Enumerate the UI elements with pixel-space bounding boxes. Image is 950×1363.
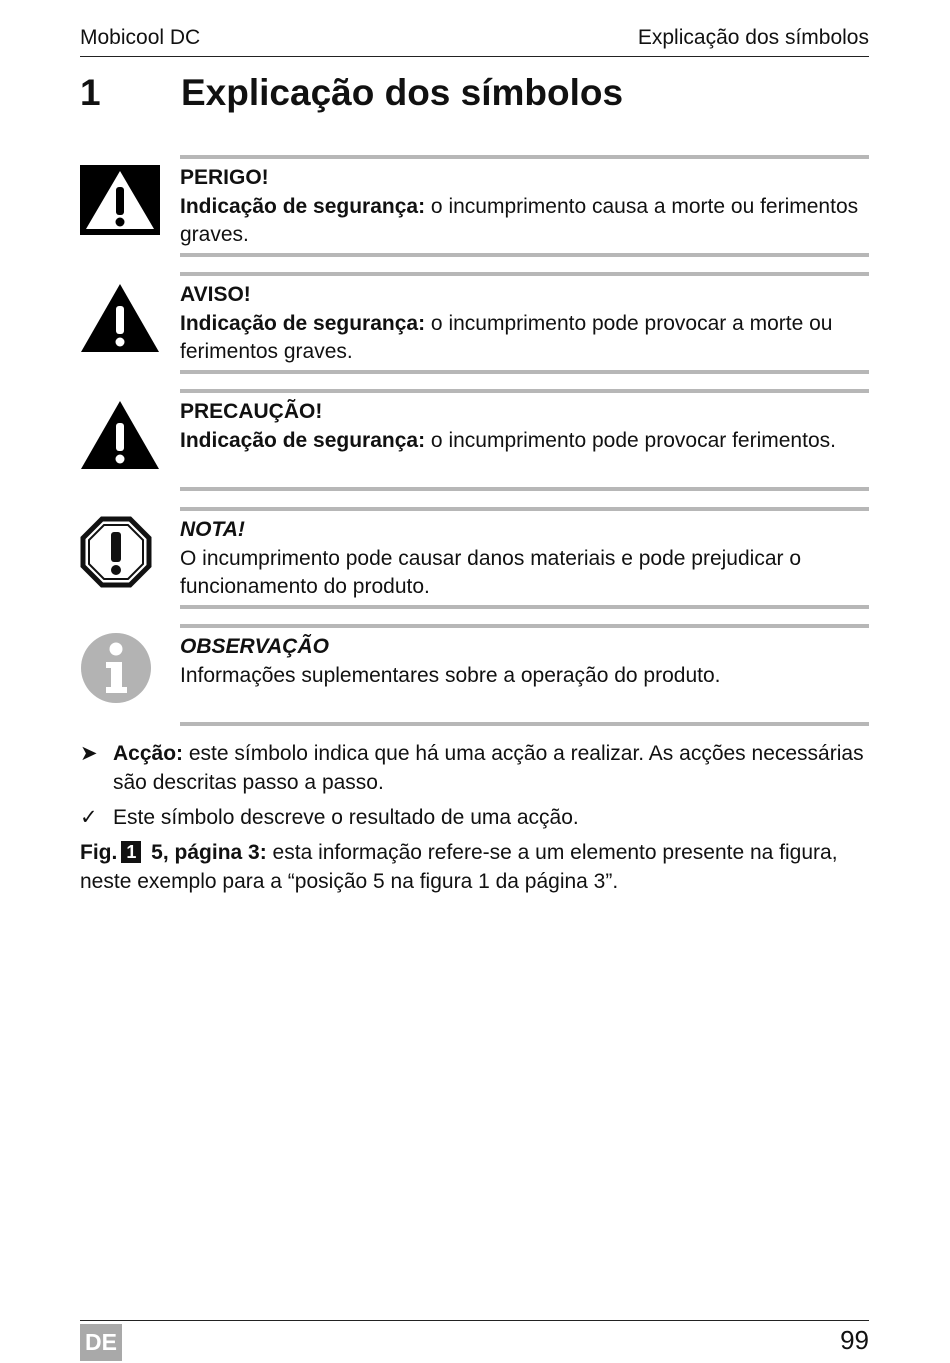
action-paragraph	[80, 740, 869, 797]
warning-description: o incumprimento pode provocar a morte ou ferimentos graves.	[180, 311, 833, 363]
danger-description: o incumprimento causa a morte ou ferimentos graves.	[180, 194, 859, 246]
page-number: 99	[840, 1325, 869, 1355]
chapter-title: Explicação dos símbolos	[181, 72, 624, 113]
chapter-number: 1	[80, 72, 101, 113]
note-description: O incumprimento pode causar danos materiais e pode prejudicar o funcionamento do produto.	[180, 546, 802, 598]
caution-prefix: Indicação de segurança:	[180, 428, 426, 452]
check-icon: ✓	[80, 806, 98, 829]
caution-block	[80, 389, 869, 491]
caution-triangle-icon	[80, 399, 160, 476]
figure-reference-paragraph	[80, 839, 869, 896]
page-header	[80, 26, 869, 57]
warning-text	[180, 272, 869, 374]
note-text	[180, 507, 869, 609]
header-product: Mobicool DC	[80, 26, 201, 49]
figure-number-box: 1	[121, 841, 141, 863]
page-footer	[80, 1320, 869, 1363]
danger-label: PERIGO!	[180, 166, 269, 189]
caution-label: PRECAUÇÃO!	[180, 400, 323, 423]
action-label: Acção:	[113, 742, 184, 765]
warning-triangle-icon	[80, 282, 160, 359]
danger-warning-icon	[80, 165, 160, 240]
note-block	[80, 507, 869, 609]
note-label: NOTA!	[180, 518, 245, 541]
note-octagon-icon	[80, 516, 152, 593]
header-section: Explicação dos símbolos	[637, 26, 869, 49]
result-paragraph	[80, 804, 869, 833]
action-description: este símbolo indica que há uma acção a realizar. As acções necessárias são descritas passo a passo.	[113, 742, 864, 794]
info-label: OBSERVAÇÃO	[180, 635, 329, 658]
figure-label: Fig.	[80, 841, 118, 864]
danger-prefix: Indicação de segurança:	[180, 194, 426, 218]
info-description: Informações suplementares sobre a operação do produto.	[180, 663, 721, 687]
info-text	[180, 624, 869, 726]
danger-text	[180, 155, 869, 257]
warning-label: AVISO!	[180, 283, 251, 306]
result-description: Este símbolo descreve o resultado de uma acção.	[113, 806, 579, 829]
info-icon	[80, 632, 152, 709]
caution-description: o incumprimento pode provocar ferimentos.	[425, 428, 836, 452]
arrow-icon: ➤	[80, 742, 98, 765]
caution-text	[180, 389, 869, 491]
danger-block	[80, 155, 869, 257]
language-badge: DE	[80, 1324, 122, 1361]
figure-position: 5, página 3:	[145, 841, 267, 864]
warning-block	[80, 272, 869, 374]
info-block	[80, 624, 869, 726]
warning-prefix: Indicação de segurança:	[180, 311, 426, 335]
figure-description: esta informação refere-se a um elemento presente na figura, neste exemplo para a “posição 5 na figura 1 da página 3”.	[80, 841, 838, 893]
